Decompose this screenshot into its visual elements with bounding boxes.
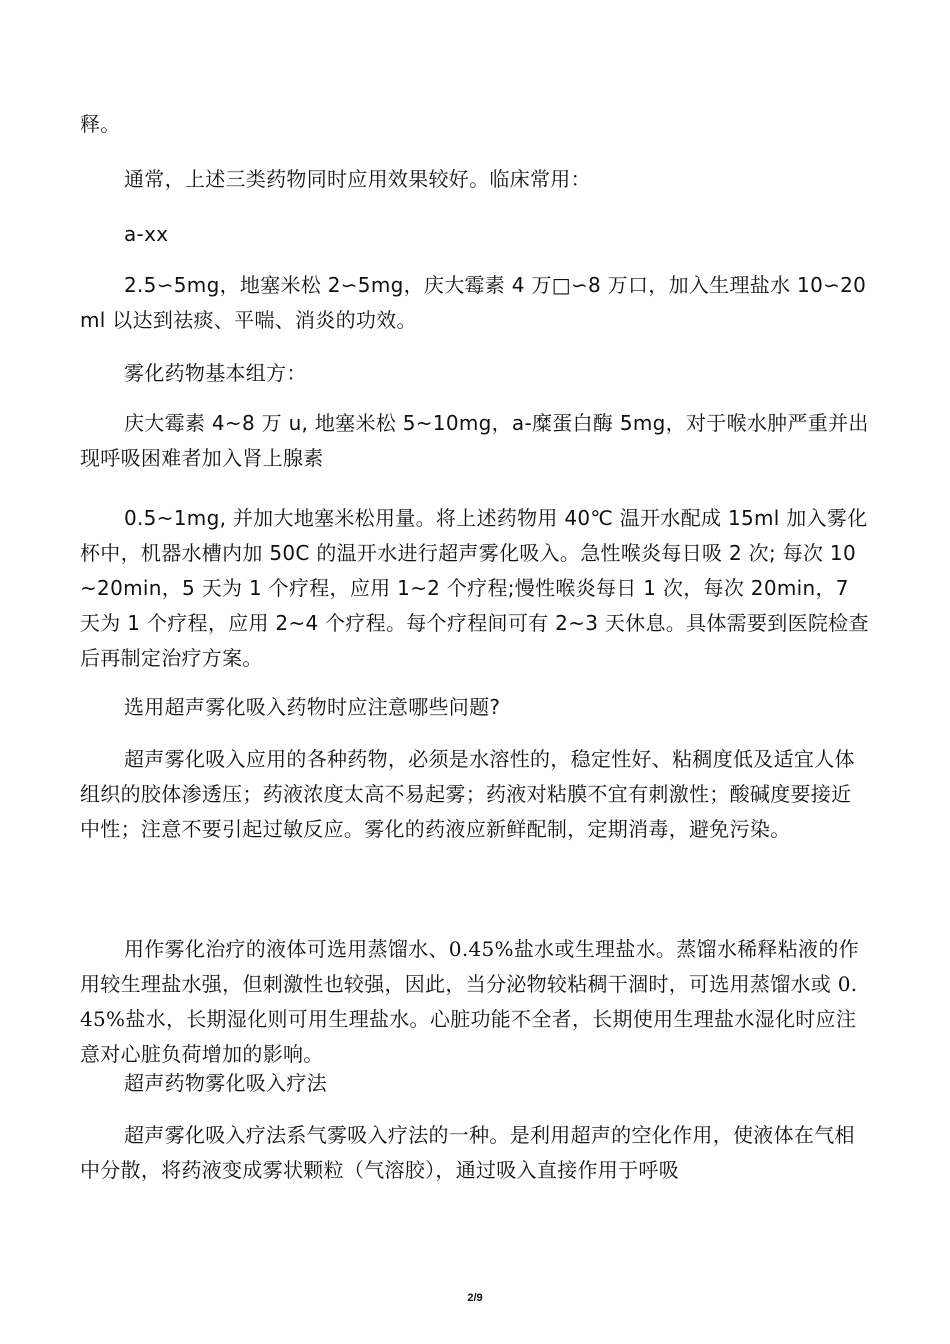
- paragraph-therapy-heading: 超声药物雾化吸入疗法: [124, 1071, 327, 1095]
- paragraph-basic-formula-heading: 雾化药物基本组方：: [124, 361, 307, 385]
- paragraph-drug-requirements: 超声雾化吸入应用的各种药物，必须是水溶性的，稳定性好、粘稠度低及适宜人体组织的胶体渗透压；药液浓度太高不易起雾；药液对粘膜不宜有刺激性；酸碱度要接近中性；注意不要引起过敏反应。雾化的药液应新鲜配制，定期消毒，避免污染。: [80, 747, 855, 841]
- paragraph-basic-formula: 庆大霉素 4~8 万 u, 地塞米松 5~10mg，a-糜蛋白酶 5mg，对于喉水肿严重并出现呼吸困难者加入肾上腺素: [80, 411, 869, 470]
- paragraph-question-heading: 选用超声雾化吸入药物时应注意哪些问题?: [124, 695, 501, 719]
- paragraph-treatment-course: 0.5~1mg, 并加大地塞米松用量。将上述药物用 40℃ 温开水配成 15ml 加入雾化杯中，机器水槽内加 50C 的温开水进行超声雾化吸入。急性喉炎每日吸 2 次; 每次 10~20min，5 天为 1 个疗程，应用 1~2 个疗程;慢性喉炎每日 1 次，每次 20min，7 天为 1 个疗程，应用 2~4 个疗程。每个疗程间可有 2~3 天休息。具体需要到医院检查后再制定治疗方案。: [80, 506, 869, 670]
- paragraph-common-use: 通常，上述三类药物同时应用效果较好。临床常用：: [124, 167, 591, 191]
- paragraph-nebulization-liquids: 用作雾化治疗的液体可选用蒸馏水、0.45%盐水或生理盐水。蒸馏水稀释粘液的作用较生理盐水强，但刺激性也较强，因此，当分泌物较粘稠干涸时，可选用蒸馏水或 0.45%盐水，长期湿化则可用生理盐水。心脏功能不全者，长期使用生理盐水湿化时应注意对心脏负荷增加的影响。: [80, 937, 859, 1066]
- paragraph-drug-name: a-xx: [124, 222, 169, 246]
- paragraph-dosage: 2.5∽5mg，地塞米松 2∽5mg，庆大霉素 4 万□∽8 万口，加入生理盐水 10∽20ml 以达到祛痰、平喘、消炎的功效。: [80, 273, 867, 332]
- paragraph-continuation: 释。: [80, 112, 121, 136]
- paragraph-therapy-description: 超声雾化吸入疗法系气雾吸入疗法的一种。是利用超声的空化作用，使液体在气相中分散，将药液变成雾状颗粒（气溶胶），通过吸入直接作用于呼吸: [80, 1123, 855, 1182]
- page-number: 2/9: [467, 1292, 483, 1304]
